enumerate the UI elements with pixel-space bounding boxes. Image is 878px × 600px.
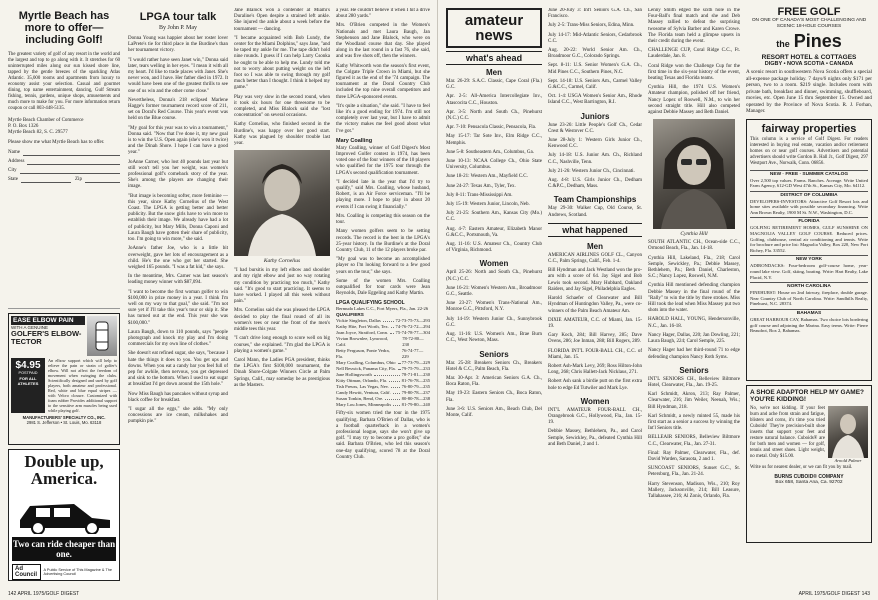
leader-dots [391,324,394,328]
result-score: 74-76-72-72—294 [395,324,430,330]
event-item: Sept. 8-11: U.S. Senior Women's G.A. Ch., Mid Pines C.C., Southern Pines, N.C. [548,63,642,75]
result-item: Harry Stevenson, Madison, Wis., 210; Roy Mallery, Jacksonville, 214; Bill Leasure, Tallahassee, 216; Al Zonis, Orlando, Fla. [648,481,740,499]
coupon-zip-input[interactable] [85,176,120,183]
double-up-headline: Double up, America. [24,452,104,488]
amateur-news-title: amateur news [464,12,524,44]
mary-coalling-heading: Mary Coalling [336,137,373,144]
leader-dots [385,396,399,400]
fairway-listing: GOLFING RETIREMENT HOMES, GULF SUNSHINE ON MAGNOLIA VALLEY GOLF COURSE. Reduced prices. Golfing, clubhouse, central air conditioning and tennis. Write for brochure and price list: Magnolia Valley, Box 220, New Port Richey, Fla. 33552. [750,225,869,253]
team-championships-heading: Team Championships [553,195,637,205]
result-item: Karl Schmidt, a newly minted 55, made his first start as a senior a success by winning the Int'l Seniors title. [648,413,740,432]
left-folio: 142 APRIL 1975/GOLF DIGEST [8,591,80,597]
what-happened-heading: what happened [548,223,642,237]
event-item: June 16-21: Women's Western Am., Broadmoor G.C., Seattle. [446,285,542,298]
result-score: 76-74-77—229 [401,348,424,360]
result-player: Joan Joyce, Stratford, Conn. [336,330,389,336]
event-item: Apr. 3-5: North and South Ch., Pinehurst (N.C.) C.C. [446,109,542,122]
result-item: Cynthia Hill, Lakeland, Fla., 218; Carol Semple, Sewickley, Pa.; Debbie Massey, Bethlehem, Pa.; Beth Daniel, Charleston, S.C.; Nancy Lopez, Roswell, N.M. [648,255,740,280]
result-item: HAROLD HALL, YOUNG, Hendersonville, N.C., Jan. 16-18. [648,317,740,329]
col3-tail: Fifty-six women tried the tour in the 1975 qualifying. Barbara O'Brien of Dallas, who is a football quarterback in a women's professional league, says she won't give up golf. "I may try to become a pro golfer," she said. Barbara O'Brien, who led this season's one-day qualifying, scored 78 at the Doral Country Club. [336,411,430,460]
event-item: June 10-13: NCAA College Ch., Ohio State University, Columbus. [446,159,542,171]
right-folio: APRIL 1975/GOLF DIGEST 143 [798,591,870,597]
lpga-para-17: Kathy Cornelius, who finished second in the Burdine's, was happy over her good start. Kathy was plagued by shoulder trouble last year. [234,122,330,147]
seniors-heading: Seniors [479,349,509,359]
cuboid-ad [746,385,872,543]
result-item: Nancy Hager, Dallas, 220; Jan Dowling, 221; Laura Baugh, 224; Carol Semple, 225. [648,332,740,345]
col3-para-4: "It's quite a situation," she said. "I have to feel like it's a good ending for 1974. I'm still not completely over last year, but I have to admit the victory makes me feel good about what I've got." [336,103,430,134]
result-score: 78-72-80—230 [402,336,424,348]
result-item: CHALLENGE CUP, Coral Ridge C.C., Ft. Lauderdale, Jan. 8. [648,48,740,60]
happened-paras [548,296,642,392]
pines-brand-prefix: the [776,39,790,49]
col2-events-list [548,8,642,107]
fairway-region-heading: NORTH CAROLINA [750,282,868,289]
result-player: Candy Hewitt, Ventura, Calif. [336,390,391,396]
cuboid-company: BURNS CUBOID® COMPANY [774,473,844,480]
lpga-byline: By John P. May [158,25,197,31]
event-item: May 15-17: Tar Sote Inv., Elm Ridge C.C., Memphis. [446,134,542,146]
result-score: 79-75-79—233 [401,366,430,372]
cynthia-photo-caption: Cynthia Hill [680,231,708,238]
result-item: Final: Ray Palmer, Clearwater, Fla., def. David Warden, Sarasota, 2 and 1. [648,450,740,462]
event-item: July 21-25: Southern Am., Kansas City (Mo.) C.C. [446,211,542,223]
elbow-ad-brand: GOLFER'S ELBOW-TECTOR [11,329,82,346]
event-item: Aug. 11-16: U.S. Women's Am., Brae Burn C.C., West Newton, Mass. [446,332,542,344]
event-item: May 19-23: Eastern Seniors Ch., Boca Raton, Fla. [446,391,542,403]
happened-women-heading: Women [580,396,610,406]
seniors-results-heading: Seniors [679,365,709,375]
pines-resort-name: RESORT HOTEL & COTTAGES [761,54,857,61]
amateur-news-column-2 [548,8,642,451]
event-item: Aug. 20-22: World Senior Am. Ch., Broadmoor G.C., Colorado Springs. [548,48,642,60]
event-item: June 3-6: U.S. Seniors Am., Beach Club, Del Monte, Calif. [446,406,542,418]
event-item: July 15-19: Western Junior, Lincoln, Neb. [446,202,530,208]
mary-para-2: "I decided late in the year that I'd try to qualify," said Mrs. Coalling, whose husband, Robert, is an Air Force serviceman. "I'll be playing more. I hope to play in about 20 events if I can swing it financially." [336,179,430,210]
leader-dots [389,378,400,382]
coupon-name-input[interactable] [23,149,120,156]
lpga-column-3 [336,8,430,464]
seniors-events-list [446,361,542,420]
result-item: Gary Koch, 284; Bill Harvey, 285; Dave Ovens, 286; Joe Inman, 288; Bill Rogers, 289. [548,333,642,345]
fairway-region-heading: FLORIDA [750,217,868,224]
pines-brand: Pines [793,31,842,51]
result-player: Jane Hollingsworth [336,372,372,378]
event-item: Aug. 4-7: Eastern Amateur, Elizabeth Manor G.&C.C., Portsmouth, Va. [446,226,542,238]
result-score: 78-71-81—230 [401,372,430,378]
pines-resort-ad [746,6,872,115]
lpga-para-9: "I want to become the first woman golfer to win $100,000 in prize money in a year. I think I'm well on my way to that goal," she said. "I'm not sure yet if I'll take this year's tour or skip it. She has turned out at the end. This year she was $100,000." [128,289,228,326]
result-player: Nell Beswick, Panama City, Fla. [336,366,396,372]
event-item: Mar. 30-Apr. 3: American Seniors G.A. Ch., Boca Raton, Fla. [446,375,542,388]
kathy-photo-caption: Kathy Cornelius [263,258,301,265]
fairway-listing: GREAT HARBOUR CAY, Bahamas. Two choice lots bordering golf course and adjoining the Marina. Easy terms. Write: Pierre Beaudrot, Box 2, Bahamas. [750,317,868,334]
elbow-ad-body: An elbow support which will help to relieve the pain or strain of golfer's elbow. Will not affect the freedom of movement when swinging the clubs. Scientifically designed and used by golf players, both amateur and professional. Red, white and blue equal stripes — with Velcro closure. Customized with foam rubber Provides additional support to the sensitive arm muscles being used while playing golf. [48,358,117,413]
coupon-state-input[interactable] [21,176,71,183]
result-item: Robert Ash-Mark Levy, 269; Ross Hilton-John Long, 268; Chris Hallett-Jack Nicklaus, 271. [548,363,642,376]
coupon-city-input[interactable] [20,167,120,174]
lpga-para-21: Carol Mann, the Ladies PGA president, thinks the LPGA's first $100,000 tournament, the Dinah Shore-Colgate Winners Circle at Palm Springs, Calif., may someday be as prestigious as the Masters. [234,357,330,388]
event-item: July 8-11: Trans-Mississippi Am. [446,192,513,198]
lpga-para-13: "I sugar all the eggs," she adds. "My only concessions are ice cream, milkshakes and pumpkin pie." [128,406,228,425]
lpga-para-20: "I can't drive long enough to score well on big courses," she explained. "I'm glad the LPGA is playing a women's game." [234,336,330,354]
qualifying-results-title: LPGA QUALIFYING SCHOOL [336,300,405,307]
event-item: Aug. 11-16: U.S. Amateur Ch., Country Club of Virginia, Richmond. [446,242,542,254]
myrtle-address: Myrtle Beach Chamber of Commerce P. O. Box 1326 Myrtle Beach 82, S. C. 29577 [8,118,84,136]
event-item: July 14-18: U.S. Junior Am. Ch., Richland C.C., Nashville, Tenn. [548,153,642,165]
result-item: SOUTH ATLANTIC CH., Ocean-side C.C., Ormond Beach, Fla., Jan. 14-18. [648,240,740,252]
leader-dots [391,384,400,388]
result-item: Lenny Smith edged the sixth hole in the Four-Ball's final match and she and Deb Massey rallied to defeat the surprising twosome of Sylvia Barber and Karen Crowe. The Florida team held a glimpse upsets in their credit during the event. [648,8,740,45]
coupon-label-city: City [8,167,17,173]
result-row [336,336,430,348]
whats-ahead-heading: what's ahead [446,51,542,65]
event-item: Oct. 1-4: USGA Women's Senior Am., Rhode Island C.C., West Barrington, R.I. [548,94,642,106]
event-item: June 5-8: Southeastern Am., Columbus, Ga. [446,149,534,155]
leader-dots [398,366,400,370]
lpga-para-7: JoAnne's father Joe, who is a little bit overweight, gave her lots of encouragement as a child. He's the one who got her started. She weighed 165 pounds. "I was a fat kid," she says. [128,246,228,270]
result-player: Betty Ferguson, Ponte Vedra, Fla. [336,348,390,360]
col3-para-1: a year. He couldn't believe it when I hit a drive about 280 yards." [336,8,430,20]
event-item: July 14-19: Western Junior Ch., Sunnybrook G.C. [446,316,542,328]
col3-paragraphs [648,8,740,116]
coupon-label-name: Name [8,149,20,155]
pines-location: DIGBY • NOVA SCOTIA • CANADA [764,61,854,67]
event-item: Mar. 26-29: S.A.C. Classic, Cape Coral (Fla.) G.C. [446,79,542,91]
event-item: May 29-30: Walker Cup, Old Course, St. Andrews, Scotland. [548,206,642,218]
fairway-region-heading: BAHAMAS [750,309,868,316]
lpga-para-2: "I would rather have seen Janet win," Donna said later, tears welling in her eyes. "I mean it with all my heart. I'd like to trade places with Janet. She's never won, and I have. Her father died in 1972. It would have been one of the greatest thrills to see one of us win and the other come close." [128,57,228,94]
lpga-para-16: Play was very slow in the second round, when it took six hours for one threesome to be completed, and Miss Blalock said she "lost concentration" on several occasions. [234,94,330,119]
result-player: Tish Preuss, Las Vegas, Nev. [336,384,389,390]
result-item: BELLEAIR SENIORS, Belleview Biltmore C.C., Clearwater, Fla., Jan. 27-31. [648,435,740,447]
col3-paragraphs-2 [648,240,740,360]
double-up-ad [8,449,120,581]
result-item: Coral Ridge won the Challenge Cup for the first time in the six-year history of the event, beating Texas and Florida teams. [648,63,740,82]
elbow-ad-title: EASE ELBOW PAIN [11,316,85,325]
myrtle-coupon-form [8,149,120,185]
amateur-news-column-3 [648,8,740,503]
leader-dots [374,372,400,376]
result-player: Mary Coalling, Columbus, Ohio [336,360,396,366]
elbow-for-all: FOR ALL ATHLETES [17,376,39,386]
elbow-price-note: POSTPAID [18,371,38,375]
result-score: 72-73-75-73—293 [395,318,430,324]
happened-women-list [548,408,642,448]
result-player: Vickie Singleton, Dallas [336,318,381,324]
myrtle-beach-ad [8,10,120,309]
result-score: 80-80-78—238 [401,396,430,402]
result-score: 79-80-78—237 [401,390,430,396]
arnold-palmer-photo [828,406,868,458]
cuboid-company-address: Box 658, Santa Ana, Ca. 92702 [775,479,843,485]
mary-para-1: Mary Coalling, winner of Golf Digest's Most Improved Golfer contest in 1974, has been voted one of the four winners of the 10 players who qualified for the 1975 tour through the LPGA's second qualification tournament. [336,145,430,176]
lpga-para-15: "I became acquainted with Bob Lundy, the center for the Miami Dolphins," says Jane, "and he taped my ankle for me. The tape didn't hold nine rounds. I guess if I can help Larry Csonka he ought to be able to help me. Lundy told me not to worry about putting weight on the left foot so I was able to swing through my golf much better than I thought. I think it helped my game." [234,35,330,91]
lpga-para-19: Mrs. Cornelius said she was pleased the LPGA decided to play the final round of all its women's tees or near the front of the men's middle tees this year. [234,308,330,333]
juniors-heading: Juniors [580,111,610,121]
lpga-para-8: In the meantime, Mrs. Carner was last season's leading money winner with $87,094. [128,274,228,286]
event-item: June 20-July 3: Int'l Seniors G.A. Ch., San Francisco. [548,8,642,20]
golfer-portrait-icon [234,150,330,256]
elbow-ad-subtitle: WITH A GENUINE [11,325,49,330]
event-item: June 24-27: Texas Am., Tyler, Tex. [446,183,516,189]
fairway-region-heading: NEW YORK [750,255,868,262]
result-item: FLORIDA INT'L FOUR-BALL CH., C.C. of Miami, Jan. 15. [548,348,642,360]
result-item: INT'L AMATEUR FOUR-BALL CH., Orangebrook G.C., Hollywood, Fla., Jan. 15-19. [548,407,642,426]
fairway-listing: DEVELOPERS-INVESTORS: Attractive Golf Resort lots and home sites available with possible secondary financing. Write Ann Brown Realty, 1900 M St. N.W., Washington, D.C. [750,198,868,215]
col3-para-3: Kathy Whitworth won the season's first event, the Colgate Triple Crown in Miami, but she figured it as the end of the '74 campaign. The tournament at the Doral Country Club included the top nine overall competitors and three LPGA-sponsored events. [336,63,430,100]
event-item: April 25-26: North and South Ch., Pinehurst (N.C.) C.C. [446,270,542,282]
lpga-para-1: Donna Young was happier about her roster lover LaPrete's tie for third place in the Burdine's than her tournament victory. [128,36,228,54]
men-events-list [446,79,542,254]
result-row [336,348,430,360]
result-score: 75-74-78-77—304 [395,330,430,336]
mary-para-3: Mrs. Coalling is competing this season on the tour. [336,213,430,226]
left-ad-column [8,6,120,581]
mary-para-4: Many women golfers seem to be setting records. The record is the best in the LPGA's 25-year history. In the Burdine's at the Doral Country Club, 11 of the 12 players broke par. [336,229,430,253]
double-up-footer: A Public Service of This Magazine & The Advertising Council [43,568,112,576]
result-player: Kathy Hite, Fort Worth, Tex. [336,324,389,330]
coupon-label-zip: Zip [75,176,82,182]
kathy-cornelius-photo [234,150,330,256]
cynthia-hill-photo [653,119,735,229]
qualifying-results-header: QUALIFIERS [336,312,364,318]
result-item: Robert Ash sank a birdie putt on the first extra hole to edge Ed Tutwiler and Mark Lye. [548,379,642,391]
double-up-tagline: Two can ride cheaper than one. [12,539,116,559]
event-item: June 23-27: Women's Trans-National Am., Monroe G.C., Pittsford, N.Y. [446,301,542,313]
fairway-listing: Over 2,500 top values. Farms. Ranches. Acreage. Write United Farm Agency, 612-GD West 47th St., Kansas City, Mo. 64112. [750,177,868,189]
lpga-para-6: "But image is becoming softer, more feminine — this year, since Kathy Cornelius of the West Coast. The LPGA is getting better and better publicity. But the snow girls have to win more to establish their image. We already have had a lot of publicity, but Mary Mills, Donna Caponi and Laura Baugh have gotten their share of publicity, too. I'm going to win more," she said. [128,193,228,243]
happened-men-heading: Men [587,241,603,251]
leader-dots [393,390,400,394]
lpga-para-11: She doesn't eat refined sugar, she says, "because I hate the things it does to you. You get ups and downs. When you eat a candy bar you feel full of pep for awhile, then nervous, you get depressed and sink to the bottom. When I used to eat sugar at breakfast I'd get down around the 15th hole." [128,351,228,388]
right-ad-column [746,6,872,543]
elbow-price-badge [11,358,45,413]
fairway-properties-box [746,119,872,381]
result-item: SUNCOAST SENIORS, Sunset G.C., St. Petersburg, Fla., Jan. 21-24. [648,466,740,478]
mary-para-5: "My goal was to become an accomplished player so I'm looking forward to a few good years on the tour," she says. [336,257,430,275]
lpga-para-4: "My goal for this year was to win a tournament," Donna said. "Now that I've done it, my new goal is to win the U.S. Open again (she's won it twice) and the Dinah Shore. I hope I can have a good year." [128,125,228,156]
event-item: June 28-July 1: Western Girls Junior Ch., Kenwood C.C. [548,138,642,150]
result-item: DIXIE AMATEUR, C.C. of Miami, Jan. 15-19. [548,317,642,329]
lpga-para-14: Jane Blalock won a contender at Miami's Duraline's Open despite a strained left ankle. She injured the ankle about a week before the tournament — dancing. [234,8,330,32]
fairway-properties-title: fairway properties [761,122,857,135]
result-score: 81-76-78—235 [401,378,430,384]
amateur-news-masthead [446,8,542,48]
result-item: Nancy Hager had her third-round 71 to edge defending champion Nancy Roth Syms. [648,348,740,360]
leader-dots [390,330,393,334]
result-item: Bill Hyndman and Jack Westland won the pro-am with a score of 64. Jay Sigel and Bob Lewis took second. Mary Hubbard, Oakland Raiders, and Jay Sigel, Philadelphia Eagles. [548,268,642,292]
coupon-address-input[interactable] [27,158,120,165]
qualifying-results-subtitle: Bermuda Lakes C.C., Fort Myers, Fla., Jan. 22-26 [336,306,429,312]
coupon-label-address: Address [8,158,25,164]
event-item: Mar. 25-28: Breakers Seniors Ch., Breakers Hotel & C.C., Palm Beach, Fla. [446,360,542,372]
left-page [0,0,438,600]
lpga-column-2 [234,8,330,392]
result-score: 76-80-79—235 [401,384,430,390]
lpga-para-5: JoAnne Carner, who lost 40 pounds last year but still won't tell you her weight, was women's professional golf's comeback story of the year. She's among the players are changing their image. [128,159,228,190]
palmer-portrait-icon [828,406,868,458]
event-item: Apr. 2-5: All-America Intercollegiate Inv., Atascocita C.C., Houston. [446,94,542,106]
leader-dots [398,360,400,364]
result-player: Susan Tonkin, Bend, Ore. [336,396,384,402]
result-item: AMERICAN AIRLINES GOLF CL., Canyon C.C., Palm Springs, Calif., Feb. 1-4. [548,252,642,265]
result-item: Cynthia Hill, the 1974 U.S. Women's Amateur champion, polished off her friend, Nancy Lopez of Roswell, N.M., to win her second straight title. Hill also competed against Debbie Massey and Beth Daniel. [648,85,740,116]
seniors-results-list [648,377,740,500]
palmer-signature: Arnold Palmer [834,457,862,463]
fairway-listing: PINEHURST: House on 2nd fairway, fireplace, double garage. Near Country Club of North Carolina. Write: Sandhills Realty, Pinehurst, N.C. 28374. [750,290,868,307]
cynthia-portrait-icon [653,119,735,229]
pines-body: A scenic resort in southwestern Nova Scotia offers a special all-expense package holiday. 7 days/6 nights only $171 per person, two to a room. $219 single. Includes room with private bath, breakfast and dinner, swimming, shuffleboard, movies, etc. Open June 15 thru September 15. Owned and operated by the Province of Nova Scotia. R. J. Forhan, Manager. [746,69,872,114]
col3-para-2: Mrs. O'Brien competed in the Women's Nationals and met Laura Baugh, Jan Stephenson and Jane Blalock, who were on the Woodland course that day. She played along in the last round in a fast 76, she said, and was five shots off, then the winners. [336,23,430,60]
juniors-events-list [548,123,642,191]
myrtle-body: The greatest variety of golf of any resort in the world and the largest and top to go along with it. It stretches for 60 uninterrupted miles along our sun kissed shore line, tapped by the gentle breezes of the sparkling Atlas Atlantic. 35,000 rooms and apartments from luxury to economy assist your selection. Casual and gourmet dining, top name entertainment, dancing, Gulf Stream fishing, tennis, gardens, unique shops, amusements and much more to make for you. For more information return coupon or call 803-448-5135. [8,52,120,111]
men-heading: Men [486,68,502,77]
coupon-label-state: State [8,176,18,182]
cuboid-footer: Write us for nearest dealer, or we can fit you by mail. [750,464,853,470]
result-item: Karl Schmidt, Akron, 213; Ray Palmer, Clearwater, 216; Jim Weiler, Neenah, Wis.; Bill Hyndman, 218. [648,392,740,410]
leader-dots [383,318,394,322]
amateur-news-column-1 [446,8,542,422]
result-score: 77-73-79—229 [401,360,430,366]
fairway-listing: ADIRONDACKS: Four-bedroom golf-course home, year-round lake view. Golf, skiing, boating. Write: Hart Realty, Lake Placid, N.Y. [750,263,868,280]
elbow-brace-image [87,316,117,356]
result-row [336,402,430,408]
happened-men-list [548,253,642,293]
lpga-column-1 [128,8,228,429]
cuboid-headline: A SHOE ADAPTOR HELP MY GAME? YOU'RE KIDDING! [750,388,865,403]
myrtle-coupon-prompt: Please show me what Myrtle Beach has to offer. [8,139,105,145]
right-page [438,0,878,600]
elbow-ad-company: MANUFACTURERS' SPECIALTY CO., INC. [22,415,106,420]
fairway-region-heading: DISTRICT OF COLUMBIA [750,191,868,198]
elbow-tector-ad [8,313,120,445]
lpga-para-18: "I had bursitis in my left elbow and shoulder and my right elbow and just no way rotating my condition by practicing too much," Kathy said. "It's good to start practicing. It seems to have worked. I played all this week without pain." [234,268,330,305]
pines-headline-1: FREE GOLF [777,6,841,18]
women-heading: Women [479,259,509,269]
elbow-brace-icon [87,316,117,356]
event-item: Aug. 4-8: U.S. Girls Junior Ch., Dedham C.&P.C., Dedham, Mass. [548,178,642,190]
result-player: Vivian Brownlee, Lynwood, Calif. [336,336,389,348]
result-item: Cynthia Hill mentioned defending champion Debbie Massey in the final round of the "Rally" to win the title by three strokes. Miss Hill took the lead when Miss Massey put two shots into the water. [648,283,740,314]
cuboid-body: No, we're not kidding. If your feet burn and ache from strain and fatigue, blisters and corns, it's time you tried Cuboids! They're precision-built shoe inserts that support your feet and restore natural balance. Cuboids® are for both men and women — for golf, tennis and street shoes. Light weight, no metal. Only $15.00. [750,405,825,459]
lpga-para-12: Now Miss Baugh has pancakes without syrup and black coffee for breakfast. [128,391,228,403]
result-player: Mary Lou Jones, Minneapolis [336,402,392,408]
qualifying-results-list [336,318,430,408]
car-icon [12,490,116,534]
leader-dots [393,402,400,406]
fairway-intro: This column is a service of Golf Digest. For readers interested in buying real estate, vacation and/or retirement homes on or near golf courses. Advertisers and potential advertisers should write Gordon B. Hall Jr., Golf Digest, 297 Westport Ave., Norwalk, Conn. 06856. [750,136,868,166]
pines-headline-2: ON ONE OF CANADA'S MOST CHALLENGING AND SCENIC 18-HOLE COURSES [751,18,867,29]
event-item: Sept. 14-18: U.S. Seniors Am., Carmel Valley G.&C.C., Carmel, Calif. [548,78,642,91]
result-item: INT'L SENIORS CH., Belleview Biltmore Hotel, Clearwater, Fla., Jan. 19-25. [648,376,740,388]
ad-council-logo: Ad Council [12,564,41,580]
event-item: July 21-26: Western Junior Ch., Cincinnati. [548,168,635,174]
event-item: July 14-17: Mid-Atlantic Seniors, Cedarbrook C.C. [548,32,642,44]
event-item: July 2-5: Trans-Miss Seniors, Edina, Minn. [548,23,635,29]
event-item: June 23-26: Little People's Golf Ch., Cedar Crest & Westover C.C. [548,122,642,134]
lpga-para-3: Nevertheless, Donna's 218 eclipsed Marlene Hagge's former tournament record score of 211, set on Doral's Red Course. This year's event was held on the Blue course. [128,97,228,122]
team-events-list [548,206,642,218]
women-events-list [446,270,542,344]
lpga-header: LPGA tour talk [139,11,217,23]
event-item: Apr. 7-10: Pensacola Classic, Pensacola, Fla. [446,125,537,131]
lpga-para-10: Laura Baugh, down to 110 pounds, says "people photograph and knock my play and I'm doing commercials for my own line of clothes." [128,329,228,348]
fairway-region-heading: NEW · FREE · SUMMER CATALOG [750,170,868,177]
result-item: Harold Schaefer of Clearwater and Bill Hyndman of Huntingdon Valley, Pa., were co-winners of the Palm Beach Amateur Am. [548,296,642,314]
elbow-ad-company-address: 2981 S. Jefferson • St. Louis, Mo. 63118 [26,420,102,425]
result-score: 81-79-80—240 [401,402,430,408]
fairway-regions-list [750,170,868,334]
mary-para-6: Some of the women Mrs. Coalling outqualified for tour cards were Jean Reynolds, Dale Eggeling and Kathy Martin. [336,278,430,297]
myrtle-headline: Myrtle Beach has more to offer—including Golf! [18,10,110,46]
result-item: Debbie Massey, Bethlehem, Pa., and Carol Semple, Sewickley, Pa., defeated Cynthia Hill and Beth Daniel, 2 and 1. [548,429,642,447]
result-player: Kitty Ottman, Orlando, Fla. [336,378,388,384]
event-item: June 18-21: Western Am., Mayfield C.C. [446,174,528,180]
elbow-price: $4.95 [15,360,41,371]
